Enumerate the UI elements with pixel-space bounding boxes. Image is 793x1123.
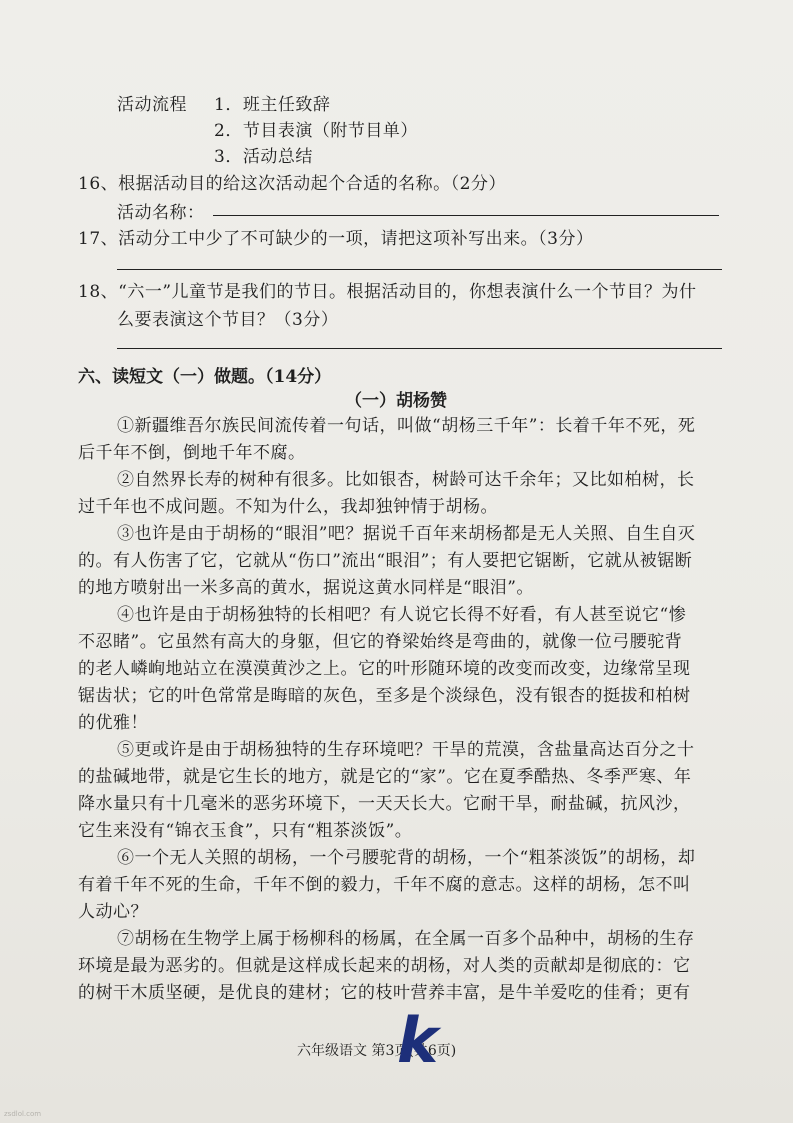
passage-line: 不忍睹”。它虽然有高大的身躯，但它的脊梁始终是弯曲的，就像一位弓腰驼背 bbox=[78, 632, 683, 652]
activity-flow-label: 活动流程 bbox=[117, 95, 187, 115]
activity-item: 2．节目表演（附节目单） bbox=[214, 121, 418, 141]
page-footer: 六年级语文 第3页(共6页) bbox=[297, 1043, 457, 1059]
passage-line: ①新疆维吾尔族民间流传着一句话，叫做“胡杨三千年”：长着千年不死，死 bbox=[117, 416, 696, 436]
passage-title: （一）胡杨赞 bbox=[345, 391, 447, 411]
passage-line: ③也许是由于胡杨的“眼泪”吧？据说千百年来胡杨都是无人关照、自生自灭 bbox=[117, 524, 696, 544]
watermark-text: zsdlol.com bbox=[4, 1110, 42, 1118]
passage-line: ⑤更或许是由于胡杨独特的生存环境吧？干旱的荒漠，含盐量高达百分之十 bbox=[117, 740, 695, 760]
passage-line: 锯齿状；它的叶色常常是晦暗的灰色，至多是个淡绿色，没有银杏的挺拔和柏树 bbox=[78, 686, 691, 706]
question-16: 16、根据活动目的给这次活动起个合适的名称。（2分） bbox=[78, 174, 506, 194]
passage-line: 过千年也不成问题。不知为什么，我却独钟情于胡杨。 bbox=[78, 497, 498, 517]
passage-line: ②自然界长寿的树种有很多。比如银杏，树龄可达千余年；又比如柏树，长 bbox=[117, 470, 695, 490]
passage-line: 环境是最为恶劣的。但就是这样成长起来的胡杨，对人类的贡献却是彻底的：它 bbox=[78, 956, 691, 976]
activity-name-answer-line[interactable] bbox=[213, 215, 719, 216]
passage-line: 人动心？ bbox=[78, 902, 148, 922]
activity-item: 1．班主任致辞 bbox=[214, 95, 331, 115]
passage-line: ⑥一个无人关照的胡杨，一个弓腰驼背的胡杨，一个“粗茶淡饭”的胡杨，却 bbox=[117, 848, 696, 868]
passage-line: 有着千年不死的生命，千年不倒的毅力，千年不腐的意志。这样的胡杨，怎不叫 bbox=[78, 875, 691, 895]
question-18-line-2: 么要表演这个节目？（3分） bbox=[117, 310, 339, 330]
question-17: 17、活动分工中少了不可缺少的一项，请把这项补写出来。（3分） bbox=[78, 229, 594, 249]
passage-line: 的盐碱地带，就是它生长的地方，就是它的“家”。它在夏季酷热、冬季严寒、年 bbox=[78, 767, 692, 787]
passage-line: 的地方喷射出一米多高的黄水，据说这黄水同样是“眼泪”。 bbox=[78, 578, 534, 598]
question-18-answer-line[interactable] bbox=[117, 348, 722, 349]
section-6-heading: 六、读短文（一）做题。（14分） bbox=[78, 367, 332, 387]
passage-line: ⑦胡杨在生物学上属于杨柳科的杨属，在全属一百多个品种中，胡杨的生存 bbox=[117, 929, 695, 949]
k-logo-icon: k bbox=[397, 1004, 439, 1077]
passage-line: 的。有人伤害了它，它就从“伤口”流出“眼泪”；有人要把它锯断，它就从被锯断 bbox=[78, 551, 693, 571]
passage-line: 降水量只有十几毫米的恶劣环境下，一天天长大。它耐干旱，耐盐碱，抗风沙， bbox=[78, 794, 691, 814]
passage-line: 后千年不倒，倒地千年不腐。 bbox=[78, 443, 306, 463]
question-18-line-1: 18、“六一”儿童节是我们的节日。根据活动目的，你想表演什么一个节目？为什 bbox=[78, 282, 697, 302]
passage-line: ④也许是由于胡杨独特的长相吧？有人说它长得不好看，有人甚至说它“惨 bbox=[117, 605, 687, 625]
passage-line: 的树干木质坚硬，是优良的建材；它的枝叶营养丰富，是牛羊爱吃的佳肴；更有 bbox=[78, 983, 691, 1003]
question-17-answer-line[interactable] bbox=[117, 269, 722, 270]
activity-name-label: 活动名称： bbox=[117, 203, 205, 223]
passage-line: 它生来没有“锦衣玉食”，只有“粗茶淡饭”。 bbox=[78, 821, 413, 841]
passage-line: 的老人嶙峋地站立在漠漠黄沙之上。它的叶形随环境的改变而改变，边缘常呈现 bbox=[78, 659, 691, 679]
passage-line: 的优雅！ bbox=[78, 713, 148, 733]
activity-item: 3．活动总结 bbox=[214, 147, 313, 167]
